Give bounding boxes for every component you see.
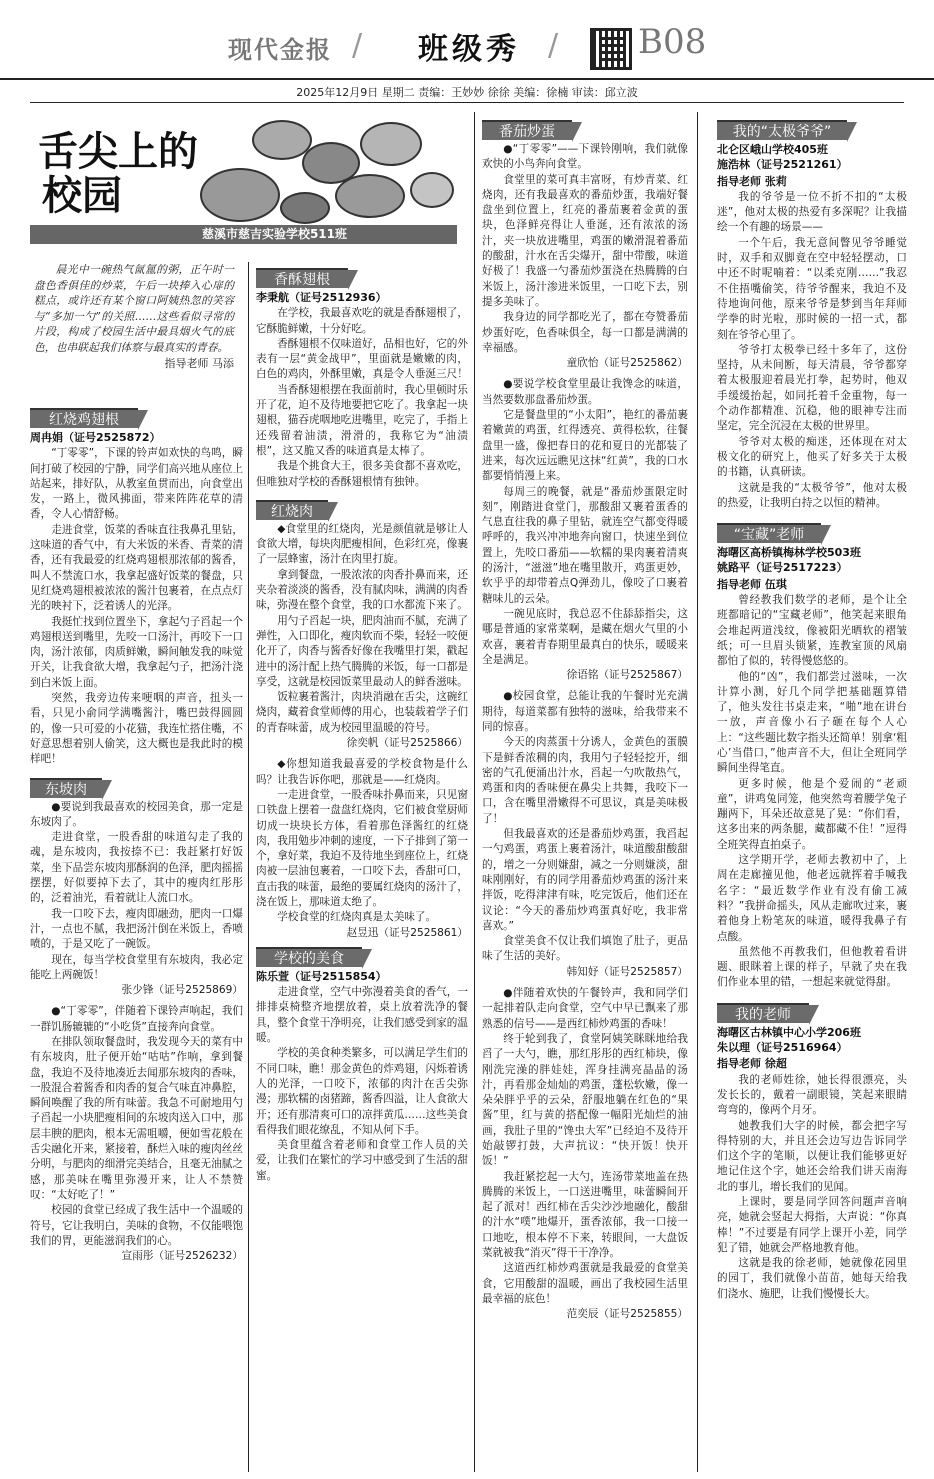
article-heading: 我的“太极爷爷” — [717, 120, 847, 140]
article-heading: 学校的美食 — [256, 947, 362, 967]
paragraph: 我挺忙找到位置坐下，拿起勺子舀起一个鸡翅根送到嘴里，先咬一口汤汁，再咬下一口肉，汤汁浓郁，肉质鲜嫩，瞬间触发我的味觉开关，让我食欲大增，我拿起勺子，把汤汁浇到白米饭上面。 — [30, 615, 243, 689]
column-divider — [248, 262, 249, 1472]
article-heading: 红烧鸡翅根 — [30, 408, 138, 428]
paragraph: 我是个挑食大王，很多美食都不喜欢吃，但唯独对学校的香酥翅根情有独钟。 — [256, 460, 468, 488]
signature: 童欣怡（证号2525862） — [566, 357, 688, 370]
paragraph: 我一口咬下去，瘦肉即融劲，肥肉一口爆汁，一点也不腻，我把汤汁倒在米饭上，香喷喷的，于是又吃了一碗饭。 — [30, 907, 243, 951]
title-line-2: 校园 — [42, 172, 122, 219]
preface-teacher: 指导老师 马添 — [164, 356, 234, 370]
article-heading: 番茄炒蛋 — [482, 120, 572, 140]
column-divider — [697, 112, 698, 1472]
article-school: 海曙区高桥镇梅林学校503班 — [717, 546, 861, 560]
publication-name: 现代金报 — [228, 36, 332, 64]
paragraph: ●要说学校食堂里最让我馋念的味道，当然要数那盘番茄炒蛋。 — [482, 378, 688, 406]
paragraph: 但我最喜欢的还是番茄炒鸡蛋，我舀起一勺鸡蛋，鸡蛋上裹着汤汁，味道酸甜酸甜的，增之一分则嫌甜，减之一分则嫌淡，甜味刚刚好，有的同学用番茄炒鸡蛋的汤汁来拌饭，吃得津津有味，吃完饭后，他们还在议论：“今天的番茄炒鸡蛋真好吃，我非常喜欢。” — [482, 828, 688, 932]
paragraph: 走进食堂，一股香甜的味道勾走了我的魂，是东坡肉，我按捺不已：我赶紧打好饭菜，坐下品尝东坡肉那酥润的色泽，肥肉摇摇摆摆，好似要掉下去了，其中的瘦肉红彤彤的，泛着油光，看着就让人流口水。 — [30, 831, 243, 905]
article-teacher: 指导老师 徐超 — [717, 1057, 787, 1071]
school-banner: 慈溪市慈吉实验学校511班 — [30, 225, 457, 244]
paragraph: 走进食堂，空气中弥漫着美食的香气，一排排桌椅整齐地摆放着，桌上放着洗净的餐具，整个食堂干净明亮，让我们感受到家的温暖。 — [256, 986, 468, 1045]
article-author: 施浩林（证号2521261） — [717, 158, 848, 172]
paragraph: 我赶紧挖起一大勺，连汤带菜地盖在热腾腾的米饭上，一口送进嘴里，味蕾瞬间开起了派对！西红柿在舌尖沙沙地融化，酸甜的汁水“噗”地爆开，蛋香浓郁，我一口接一口地吃，根本停不下来，转眼间，一大盘饭菜就被我“消灭”得干干净净。 — [482, 1170, 688, 1260]
page-number: B08 — [638, 22, 707, 62]
paragraph: ●“丁零零”，伴随着下课铃声响起，我们一群饥肠辘辘的“小吃货”直接奔向食堂。 — [30, 1005, 243, 1033]
paragraph: 突然，我旁边传来哽咽的声音，扭头一看，只见小俞同学满嘴酱汁，嘴巴鼓得圆圆的，像一只可爱的小花猫，我连忙搭住嘴，不好意思想着别人偷笑，这大概也是我此时的模样吧！ — [30, 692, 243, 766]
paragraph: 它是餐盘里的“小太阳”，艳红的番茄裹着嫩黄的鸡蛋，红得透亮、黄得松软，往餐盘里一盛，像把春日的花和夏日的光都装了进来，每次远远瞧见这抹“红黄”，我的口水都要悄悄漫上来。 — [482, 409, 688, 483]
preface-text: 晨光中一碗热气氤氲的粥，正午时一盘色香俱佳的炒菜，午后一块捧入心扉的糕点，或许还有某个窗口阿姨热忽的笑容与“多加一勺”的关照……这些看似寻常的片段，构成了校园生活中最具烟火气的底色，也串联起我们体察与最真实的青春。 — [34, 263, 234, 354]
paragraph: 今天的肉蒸蛋十分诱人，金黄色的蛋膜下是鲜香浓稠的肉，我用勺子轻轻挖开，细密的气孔便涌出汁水，舀起一勺吹散热气，鸡蛋和肉的香味便在鼻尖上共舞，我咬下一口，含在嘴里滑嫩得不可思议，真是美味极了！ — [482, 736, 688, 825]
hero-banner — [30, 112, 457, 244]
paragraph: 食堂美食不仅让我们填饱了肚子，更品味了生活的美好。 — [482, 935, 688, 963]
signature: 韩知妤（证号2525857） — [566, 965, 688, 978]
column-divider — [474, 112, 475, 1472]
paragraph: 更多时候，他是个爱闹的“老顽童”，讲鸡兔同笼，他突然弯着腰学兔子蹦两下，耳朵还故意晃了晃：“你们看，这多出来的两条腿，藏都藏不住！”逗得全班笑得直拍桌子。 — [717, 777, 907, 851]
column-2 — [256, 262, 468, 1474]
article-school: 北仑区峨山学校405班 — [717, 143, 828, 156]
paragraph: 我的爷爷是一位不折不扣的“太极迷”，他对太极的热爱有多深呢？让我描绘一个有趣的场景—— — [717, 190, 907, 234]
qr-code-icon — [590, 28, 632, 70]
paragraph: 学校食堂的红烧肉真是太美味了。 — [277, 911, 437, 924]
paragraph: 终于轮到我了，食堂阿姨笑眯眯地给我舀了一大勺，瞧，那红彤彤的西红柿块，像刚洗完澡的胖娃娃，浑身挂满亮晶晶的汤汁，再看那金灿灿的鸡蛋，蓬松软嫩，像一朵朵胖乎乎的云朵，舒服地躺在红色的“果酱”里，红与黄的搭配像一幅阳光灿烂的油画，我肚子里的“馋虫大军”已经迫不及待开始敲锣打鼓，大声抗议：“快开饭！快开饭！” — [482, 1032, 688, 1168]
paragraph: 学校的美食种类繁多，可以满足学生们的不同口味，瞧！那金黄色的炸鸡翅，闪烁着诱人的光泽，一口咬下，浓郁的肉汁在舌尖弥漫；那软糯的卤猪蹄，酱香四溢，让人食欲大开；还有那清爽可口的凉拌黄瓜……这些美食看得我们眼花缭乱，不知从何下手。 — [256, 1047, 468, 1136]
paragraph: 虽然他不再教我们，但他教着看讲题、眼眯着上课的样子，早就了央在我们作业本里的错，一想起来就觉得甜。 — [717, 945, 907, 989]
paragraph: 上课时，要是同学回答问题声音响亮，她就会竖起大拇指，大声说：“你真棒！”不过要是有同学上课开小差，同学犯了错，她就会严格地教育他。 — [717, 1196, 907, 1254]
masthead — [0, 0, 934, 80]
article-heading: 香酥翅根 — [256, 268, 348, 288]
article-author: 姚路平（证号2517223） — [717, 561, 848, 575]
paragraph: 她教我们大字的时候，都会把字写得特别的大，并且还会边写边告诉同学们这个字的笔顺，以便让我们能够更好地记住这个字，她还会给我们讲天南海北的事儿，增长我们的见闻。 — [717, 1119, 907, 1193]
paragraph: ●“丁零零”——下课铃刚响，我们就像欢快的小鸟奔向食堂。 — [482, 143, 688, 171]
article-author: 朱以理（证号2516964） — [717, 1041, 848, 1055]
column-3 — [482, 118, 688, 1474]
paragraph: 曾经教我们数学的老师，是个让全班都暗记的“宝藏老师”，他笑起来眼角会堆起两道浅纹，像被阳光晒软的褶皱纸；可一旦眉头锁紧，连教室顶的风扇都怕了似的，转得慢悠悠的。 — [717, 594, 907, 668]
food-plate-icon — [360, 122, 422, 166]
paragraph: 校园的食堂已经成了我生活中一个温暖的符号，它让我明白，美味的食物，不仅能喂饱我们的胃，更能滋润我们的心。 — [30, 1204, 243, 1247]
article-heading: 红烧肉 — [256, 500, 328, 520]
paragraph: 这道西红柿炒鸡蛋就是我最爱的食堂美食，它用酸甜的温暖，画出了我校园生活里最幸福的底色！ — [482, 1262, 688, 1305]
article-author: 周冉娟（证号2525872） — [30, 431, 161, 444]
paragraph: 他的“凶”，我们都尝过滋味，一次计算小测，好几个同学把基础题算错了，他头发往书桌走来，“啪”地在讲台一放，声音像小石子砸在每个人心上：“这些题比数字指头还简单！别拿‘粗心’当借口，”他声音不大，但让全班同学瞬间坐得笔直。 — [717, 670, 907, 775]
section-name: 班级秀 — [418, 32, 520, 67]
paragraph: ◆食堂里的红烧肉，光是颜值就是够让人食欲大增，每块肉肥瘦相间，色彩红亮，像裹了一层蜂蜜，汤汁在肉里打旋。 — [256, 522, 468, 566]
paragraph: 每周三的晚餐，就是“番茄炒蛋限定时刻”，刚踏进食堂门，那酸甜又裹着蛋香的气息直往我的鼻子里钻，就连空气都变得暖呼呼的，我兴冲冲地奔向窗口，快速坐到位置上，先咬口番茄——软糯的果肉裹着清爽的汤汁，“滋滋”地在嘴里散开，鸡蛋更妙，软乎乎的却带着点Q弹劲儿，像咬了口裹着糖味儿的云朵。 — [482, 485, 688, 605]
article-teacher: 指导老师 张莉 — [717, 174, 787, 188]
divider — [30, 102, 904, 103]
title-line-1: 舌尖上的 — [38, 128, 198, 175]
article-heading: 我的老师 — [717, 1003, 809, 1023]
paragraph: 香酥翅根不仅味道好，品相也好，它的外表有一层“黄金战甲”，里面就是嫩嫩的肉，白色的鸡肉，外酥里嫩，真是令人垂涎三尺！ — [256, 337, 468, 381]
divider-slash: / — [548, 28, 559, 63]
paragraph: 美食里蕴含着老师和食堂工作人员的关爱，让我们在繁忙的学习中感受到了生活的甜蜜。 — [256, 1139, 468, 1182]
paragraph: 在排队领取餐盘时，我发现今天的菜有中有东坡肉，肚子便开始“咕咕”作响，拿到餐盘，我迫不及待地凑近去闻那东坡肉的香味，一股混合着酱香和肉香的复合气味直冲鼻腔，瞬间唤醒了我的所有味蕾。我急不可耐地用勺子舀起一小块肥瘦相间的东坡肉送入口中，那层丰腴的肥肉，根本无需咀嚼，便如雪花般在舌尖融化开来，紧接着，酥烂入味的瘦肉丝丝分明，与肥肉的细滑完美结合，且毫无油腻之感，那美味在嘴里弥漫开来，让人不禁赞叹：“太好吃了！” — [30, 1035, 243, 1201]
article-teacher: 指导老师 伍琪 — [717, 577, 787, 591]
paragraph: 爷爷打太极拳已经十多年了，这份坚持，从未间断，每天清晨，爷爷都穿着太极服迎着晨光打拳，起势时，他双手缓缓抬起，如同托着千金重物，每一个动作都精准、沉稳，他的眼神专注而坚定，完全沉浸在太极的世界里。 — [717, 343, 907, 433]
paragraph: 这学期开学，老师去教初中了，上周在走廊撞见他，他老远就挥着手喊我名字：“最近数学作业有没有偷工减料？”我拼命摇头，风从走廊吹过来，裹着他身上粉笔灰的味道，暖得我鼻子有点酸。 — [717, 854, 907, 943]
paragraph: “丁零零”，下课的铃声如欢快的鸟鸣，瞬间打破了校园的宁静，同学们高兴地从座位上站起来，排好队，从教室鱼贯而出，向食堂出发，一路上，微风拂面，带来阵阵花草的清香，令人心情舒畅。 — [30, 447, 243, 521]
food-plate-icon — [252, 120, 312, 160]
divider-slash: / — [352, 28, 363, 63]
article-heading: 东坡肉 — [30, 778, 102, 798]
meta-line: 2025年12月9日 星期二 责编：王妙妙 徐徐 美编：徐楠 审读：邱立波 — [296, 86, 638, 99]
paragraph: 在学校，我最喜欢吃的就是香酥翅根了，它酥脆鲜嫩，十分好吃。 — [256, 307, 468, 335]
feature-title — [38, 130, 198, 218]
column-4 — [717, 118, 907, 1474]
paragraph: 现在，每当学校食堂里有东坡肉，我必定能吃上两碗饭！ — [30, 953, 243, 981]
paragraph: 当香酥翅根摆在我面前时，我心里顿时乐开了花，迫不及待地要把它吃了。我拿起一块翅根，猫吞虎咽地吃进嘴里，吃完了，手指上还残留着油渍，滑滑的，我称它为“油渍根”，这又脆又香的味道真是太棒了。 — [256, 383, 468, 457]
food-plate-icon — [280, 192, 330, 224]
food-plate-icon — [335, 174, 405, 218]
signature: 宣雨彤（证号2526232） — [121, 1250, 243, 1263]
paragraph: 我的老师姓徐，她长得很漂亮，头发长长的，戴着一副眼镜，笑起来眼睛弯弯的，像两个月牙。 — [717, 1073, 907, 1117]
paragraph: 一碗见底时，我总忍不住舔舔指尖，这哪是普通的家常菜啊，是藏在烟火气里的小欢喜，裹着青春期里最真白的快乐，暖暖来全是满足。 — [482, 607, 688, 666]
signature: 徐语铭（证号2525867） — [566, 669, 688, 682]
paragraph: 这就是我的“太极爷爷”，他对太极的热爱，让我明白持之以恒的精神。 — [717, 481, 907, 509]
paragraph: ●校园食堂，总能让我的午餐时光充满期待，每道菜都有独特的滋味，给我带来不同的惊喜。 — [482, 690, 688, 733]
article-school: 海曙区古林镇中心小学206班 — [717, 1025, 861, 1039]
article-heading: “宝藏”老师 — [717, 523, 821, 543]
food-plate-icon — [200, 168, 280, 222]
paragraph: 这就是我的徐老师，她就像花园里的园丁，我们就像小苗苗，她每天给我们浇水、施肥，让我们慢慢长大。 — [717, 1257, 907, 1300]
paragraph: 爷爷对太极的痴迷，还体现在对太极文化的研究上，他买了好多关于太极的书籍，认真研读。 — [717, 435, 907, 479]
signature: 张少锋（证号2525869） — [121, 984, 243, 997]
paragraph: 一走进食堂，一股香味扑鼻而来，只见窗口铁盘上摆着一盘盘红烧肉，它们被食堂厨师切成一块块长方体，看着那色泽酱红的红烧肉，我用勉步冲刺的速度，一下子排到了第一个，拿好菜，我迫不及待地坐到座位上，红烧肉被一层油包裹着，一口咬下去，香甜可口，直击我的味蕾，最绝的要属红烧肉的汤汁了，浇在饭上，那味道太绝了。 — [256, 788, 468, 908]
paragraph: ●伴随着欢快的午餐铃声，我和同学们一起排着队走向食堂，空气中早已飘来了那熟悉的信号——是西红柿炒鸡蛋的香味！ — [482, 987, 688, 1030]
signature: 范奕辰（证号2525855） — [566, 1308, 688, 1321]
paragraph: ●要说到我最喜欢的校园美食，那一定是东坡肉了。 — [30, 800, 243, 828]
paragraph: ◆你想知道我最喜爱的学校食物是什么吗？让我告诉你吧，那就是——红烧肉。 — [256, 758, 468, 786]
signature: 赵昱迅（证号2525861） — [346, 926, 468, 939]
signature: 徐奕帆（证号2525866） — [346, 737, 468, 750]
paragraph: 我身边的同学都吃光了，都在夸赞番茄炒蛋好吃，色香味俱全，每一口都是满满的幸福感。 — [482, 311, 688, 354]
paragraph: 拿到餐盘，一股浓浓的肉香扑鼻而来，还夹杂着淡淡的酱香，没有腻肉味，满满的肉香味，弥漫在整个食堂，我的口水都流下来了。 — [256, 568, 468, 612]
article-author: 李秉航（证号2512936） — [256, 291, 387, 304]
paragraph: 饭粒裹着酱汁，肉块消融在舌尖，这碗红烧肉，藏着食堂师傅的用心，也装载着学子们的青春味蕾，成为校园里温暖的符号。 — [256, 691, 468, 734]
article-author: 陈乐萱（证号2515854） — [256, 969, 387, 983]
column-1 — [30, 402, 243, 1474]
paragraph: 一个午后，我无意间瞥见爷爷睡觉时，双手和双脚竟在空中轻轻摆动，口中还不时呢喃着：“以柔克刚……”我忍不住捂嘴偷笑，待爷爷醒来，我迫不及待地询问他，原来爷爷是梦到当年拜师学拳的时光啦，那时候的一招一式，都刻在爷爷心里了。 — [717, 236, 907, 341]
paragraph: 用勺子舀起一块，肥肉油而不腻，充满了弹性，入口即化，瘦肉软而不柴，轻轻一咬便化开了，肉香与酱香好像在我嘴里打架，戳起进中的汤汁配上热气腾腾的米饭，每一口都是享受，这就是校园饭菜里最动人的鲜香滋味。 — [256, 614, 468, 688]
food-plate-icon — [410, 172, 454, 208]
paragraph: 走进食堂，饭菜的香味直往我鼻孔里钻，这味道的香气中，有大米饭的米香、青菜的清香，还有我最爱的红烧鸡翅根那浓郁的酱香，叫人不禁流口水，我拿起盛好饭菜的餐盘，只见红烧鸡翅根被浓浓的酱汁包裹着，在点点灯光的映衬下，泛着诱人的光泽。 — [30, 523, 243, 613]
paragraph: 食堂里的菜可真丰富呀，有炒青菜、红烧肉，还有我最喜欢的番茄炒蛋，我端好餐盘坐到位置上，红亮的番茄裹着金黄的蛋块，色泽鲜亮得让人垂涎，还有浓浓的汤汁，夹一块放进嘴里，鸡蛋的嫩滑混着番茄的酸甜，汁水在舌尖爆开，甜中带酸，味道好极了！我盛一勺番茄炒蛋浇在热腾腾的白米饭上，汤汁渗进米饭里，一口吃下去，别提多美味了。 — [482, 173, 688, 308]
preface — [34, 262, 234, 371]
